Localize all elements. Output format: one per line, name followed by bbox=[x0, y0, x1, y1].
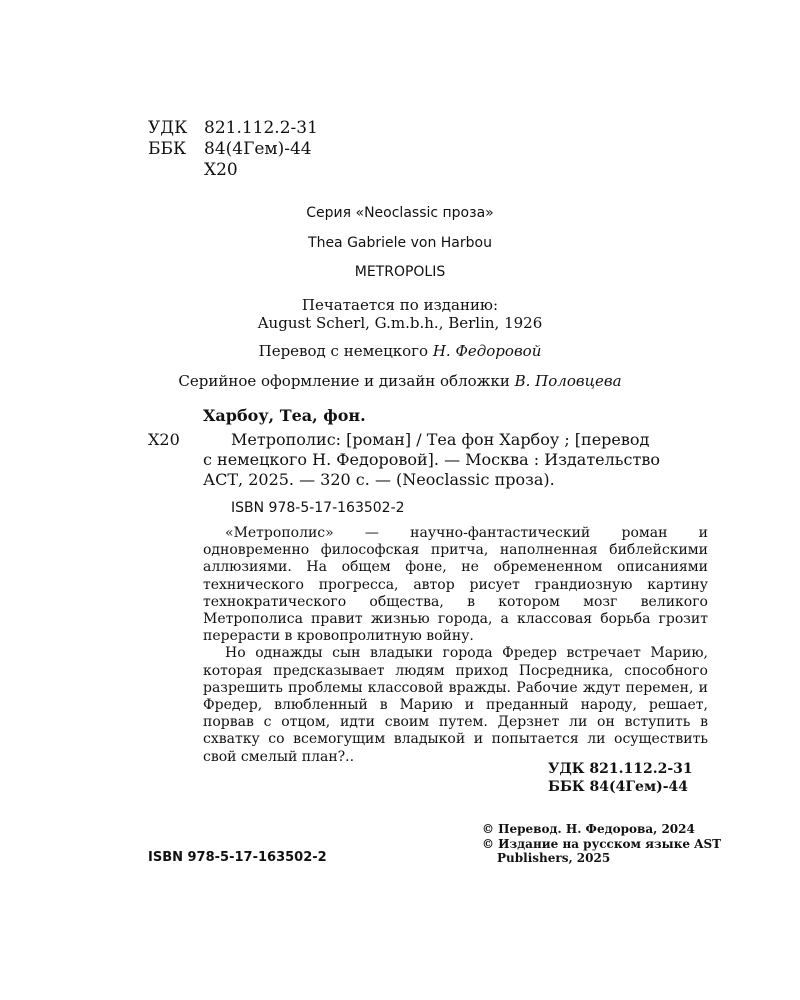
annotation bbox=[203, 525, 708, 766]
biblio-line3: АСТ, 2025. — 320 с. — (Neoclassic проза). bbox=[203, 470, 555, 489]
right-bbk: ББК 84(4Гем)-44 bbox=[548, 779, 689, 795]
bbk-label: ББК bbox=[148, 139, 187, 159]
bbk-value: 84(4Гем)-44 bbox=[204, 139, 312, 159]
design-line bbox=[0, 372, 800, 390]
biblio-mark: Х20 bbox=[148, 430, 180, 449]
copyright-translation: © Перевод. Н. Федорова, 2024 bbox=[482, 822, 695, 836]
right-codes bbox=[548, 760, 693, 796]
translation-line bbox=[0, 342, 800, 360]
annotation-paragraph: Но однажды сын владыки города Фредер встречает Марию, которая предсказывает людям приход Посредника, способного разрешить проблемы классовой вражды. Рабочие ждут перемен, и Фредер, влюбленный в Марию и преданный народу, решает, порвав с отцом, идти своим путем. Дерзнет ли он вступить в схватку со всемогущим владыкой и попытается ли осуществить свой смелый план?.. bbox=[203, 645, 708, 765]
design-prefix: Серийное оформление и дизайн обложки bbox=[178, 372, 515, 390]
author-mark: Х20 bbox=[204, 160, 238, 180]
author-mark-row bbox=[148, 160, 318, 181]
biblio-line2: с немецкого Н. Федоровой]. — Москва : Издательство bbox=[203, 450, 660, 469]
translation-prefix: Перевод с немецкого bbox=[258, 342, 433, 360]
biblio-line1: Метрополис: [роман] / Теа фон Харбоу ; [перевод bbox=[231, 430, 650, 449]
bbk-row bbox=[148, 139, 318, 160]
copyright-edition-cont: Publishers, 2025 bbox=[497, 851, 611, 865]
footer-isbn: ISBN 978-5-17-163502-2 bbox=[148, 850, 327, 865]
udk-value: 821.112.2-31 bbox=[204, 118, 318, 138]
series-line: Серия «Neoclassic проза» bbox=[306, 205, 494, 221]
classification-codes bbox=[148, 118, 318, 181]
copyright-block bbox=[482, 822, 721, 866]
right-udk: УДК 821.112.2-31 bbox=[548, 761, 693, 777]
designer-name: В. Половцева bbox=[514, 372, 622, 390]
copyright-edition: © Издание на русском языке AST bbox=[482, 836, 722, 851]
source-edition-line1: Печатается по изданию: bbox=[301, 296, 499, 314]
biblio-heading: Харбоу, Теа, фон. bbox=[203, 406, 366, 425]
translator-name: Н. Федоровой bbox=[432, 342, 542, 360]
annotation-paragraph: «Метрополис» — научно-фантастический роман и одновременно философская притча, наполненная библейскими аллюзиями. На общем фоне, не обремененном описаниями технического прогресса, автор рисует грандиозную картину технократического общества, в котором мозг великого Метрополиса правит жизнью города, а классовая борьба грозит перерасти в кровопролитную войну. bbox=[203, 525, 708, 645]
original-title: METROPOLIS bbox=[354, 264, 446, 280]
udk-row bbox=[148, 118, 318, 139]
source-edition-line2: August Scherl, G.m.b.h., Berlin, 1926 bbox=[257, 314, 543, 332]
udk-label: УДК bbox=[148, 118, 188, 138]
source-edition bbox=[0, 296, 800, 332]
original-author: Thea Gabriele von Harbou bbox=[308, 235, 492, 251]
biblio-isbn: ISBN 978-5-17-163502-2 bbox=[231, 500, 405, 516]
